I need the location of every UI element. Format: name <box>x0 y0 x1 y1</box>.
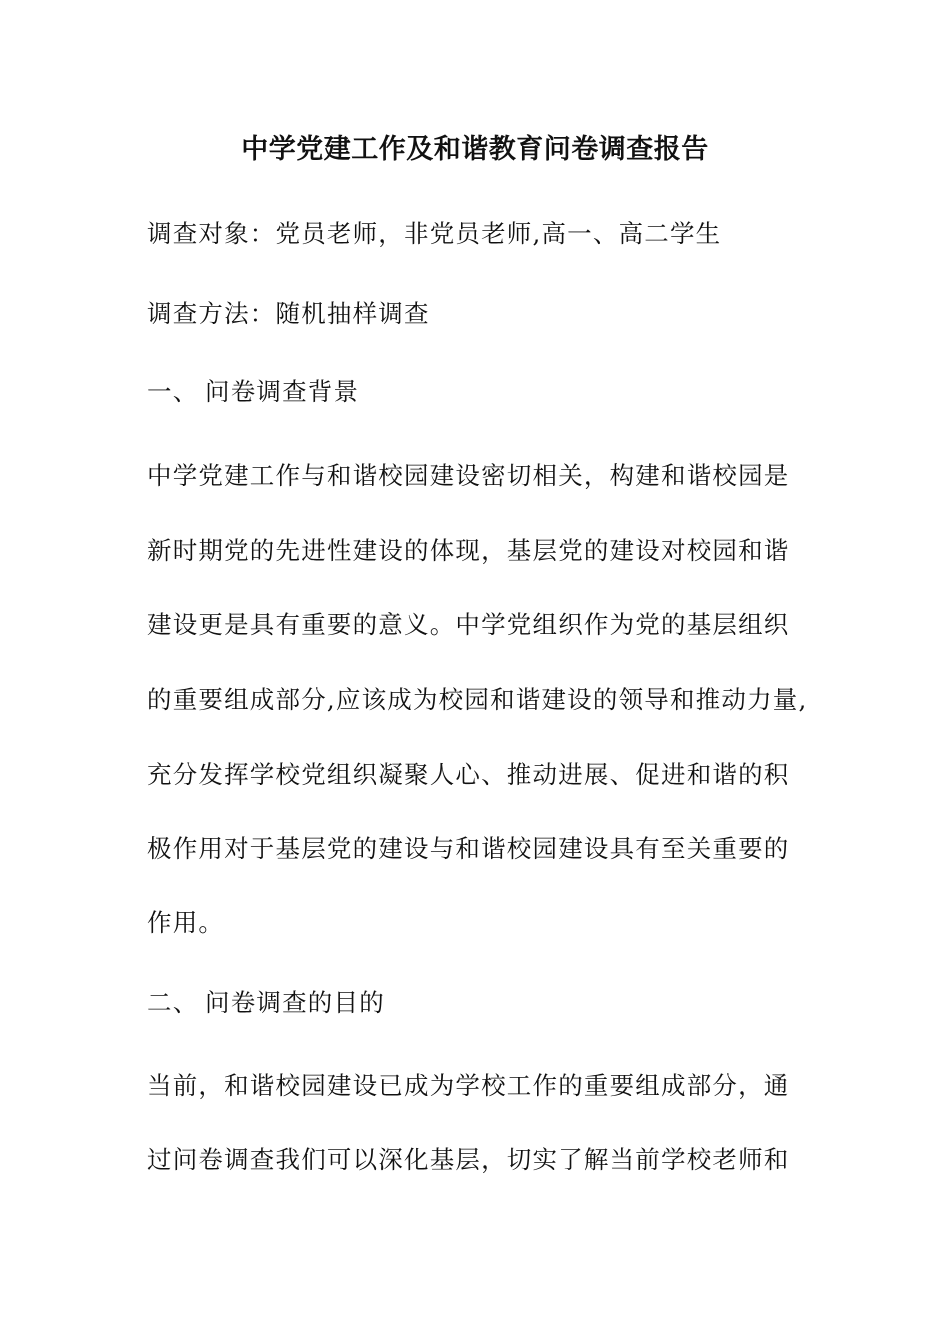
body-line: 作用。 <box>147 908 225 937</box>
document-title: 中学党建工作及和谐教育问卷调查报告 <box>241 134 709 165</box>
survey-subject: 调查对象：党员老师，非党员老师,高一、高二学生 <box>147 219 722 248</box>
section-number: 二、 <box>147 988 199 1017</box>
survey-method: 调查方法：随机抽样调查 <box>147 299 430 328</box>
section-heading-text: 问卷调查背景 <box>205 377 360 406</box>
body-line: 建设更是具有重要的意义。中学党组织作为党的基层组织 <box>147 610 790 639</box>
body-line: 当前，和谐校园建设已成为学校工作的重要组成部分，通 <box>147 1071 790 1100</box>
section-number: 一、 <box>147 377 199 406</box>
body-line: 中学党建工作与和谐校园建设密切相关，构建和谐校园是 <box>147 461 790 490</box>
body-line: 充分发挥学校党组织凝聚人心、推动进展、促进和谐的积 <box>147 760 790 789</box>
body-line: 过问卷调查我们可以深化基层，切实了解当前学校老师和 <box>147 1145 790 1174</box>
section-heading-background <box>147 372 827 412</box>
body-line: 的重要组成部分,应该成为校园和谐建设的领导和推动力量, <box>147 685 808 714</box>
body-line: 新时期党的先进性建设的体现，基层党的建设对校园和谐 <box>147 536 790 565</box>
section-heading-text: 问卷调查的目的 <box>205 988 385 1017</box>
body-line: 极作用对于基层党的建设与和谐校园建设具有至关重要的 <box>147 834 790 863</box>
section-heading-purpose <box>147 983 827 1023</box>
